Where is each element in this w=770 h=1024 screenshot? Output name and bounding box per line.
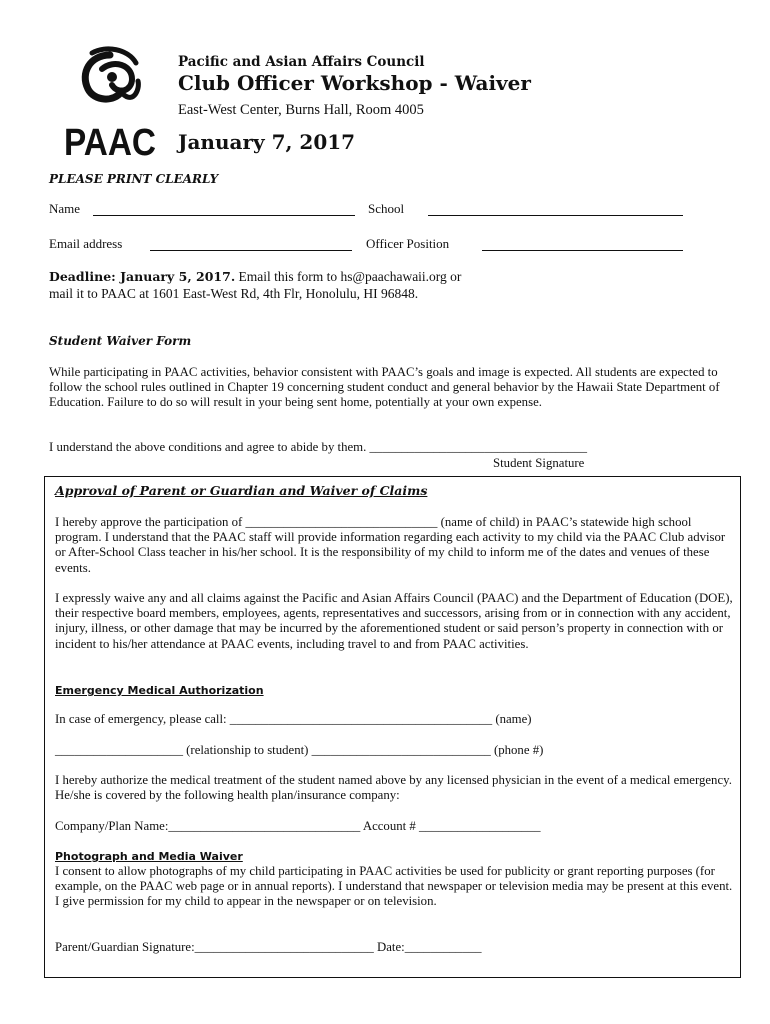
paac-logo [62,45,158,164]
deadline-mail-text: mail it to PAAC at 1601 East-West Rd, 4th Flr, Honolulu, HI 96848. [49,286,419,301]
student-agreement: I understand the above conditions and agree to abide by them. __________________________________ [49,440,588,454]
school-field[interactable] [428,215,683,216]
photo-waiver-body: I consent to allow photographs of my child participating in PAAC activities be used for publicity or grant reporting purposes (for example, on the PAAC web page or in annual reports). I understand that newspaper or television media may be present at this event. I give permission for my child to appear in the newspaper or on television. [55,864,733,909]
parent-signature-line: Parent/Guardian Signature:____________________________ Date:____________ [55,940,482,954]
venue: East-West Center, Burns Hall, Room 4005 [178,102,424,118]
print-clearly-note: PLEASE PRINT CLEARLY [49,172,219,186]
officer-position-label: Officer Position [366,236,450,251]
relationship-phone-line: ____________________ (relationship to student) ____________________________ (phone #) [55,743,544,757]
student-waiver-heading: Student Waiver Form [49,334,192,348]
insurance-line: Company/Plan Name:______________________________ Account # ___________________ [55,819,541,833]
email-label: Email address [49,236,123,251]
paac-wave-logo-icon [62,45,158,164]
deadline-block [49,268,461,302]
claims-waiver-body: I expressly waive any and all claims against the Pacific and Asian Affairs Council (PAAC) and the Department of Education (DOE), their respective board members, employees, agents, representatives and successors, arising from or in connection with any accident, injury, illness, or other damage that may be incurred by the aforementioned student or said person’s property in connection with or incident to his/her attendance at PAAC events, including travel to and from PAAC activities. [55,591,733,651]
student-waiver-body: While participating in PAAC activities, behavior consistent with PAAC’s goals and image is expected. All students are expected to follow the school rules outlined in Chapter 19 concerning student conduct and general behavior by the Hawaii State Department of Education. Failure to do so will result in your being sent home, potentially at your own expense. [49,365,720,410]
deadline-label: Deadline: January 5, 2017. [49,269,236,284]
email-field[interactable] [150,250,352,251]
emergency-contact-line: In case of emergency, please call: _________________________________________ (name) [55,712,532,726]
photo-waiver-heading: Photograph and Media Waiver [55,850,243,863]
school-label: School [368,201,405,216]
logo-text: PAAC [64,122,156,164]
student-signature-label: Student Signature [493,456,585,470]
officer-position-field[interactable] [482,250,683,251]
parent-approval-body: I hereby approve the participation of ______________________________ (name of child) in PAAC’s statewide high school program. I understand that the PAAC staff will provide information regarding each activity to my child via the PAAC Club advisor or After-School Class teacher in his/her school. It is the responsibility of my child to inform me of the dates and venues of these events. [55,515,726,575]
page-title: Club Officer Workshop - Waiver [178,71,531,95]
parent-approval-heading: Approval of Parent or Guardian and Waiver of Claims [55,483,428,498]
event-date: January 7, 2017 [178,130,356,154]
name-label: Name [49,201,81,216]
emergency-heading: Emergency Medical Authorization [55,684,264,697]
name-field[interactable] [93,215,355,216]
organization-name: Pacific and Asian Affairs Council [178,54,425,70]
medical-authorization-body: I hereby authorize the medical treatment of the student named above by any licensed physician in the event of a medical emergency. He/she is covered by the following health plan/insurance company: [55,773,732,803]
deadline-email-text: Email this form to hs@paachawaii.org or [235,269,462,284]
